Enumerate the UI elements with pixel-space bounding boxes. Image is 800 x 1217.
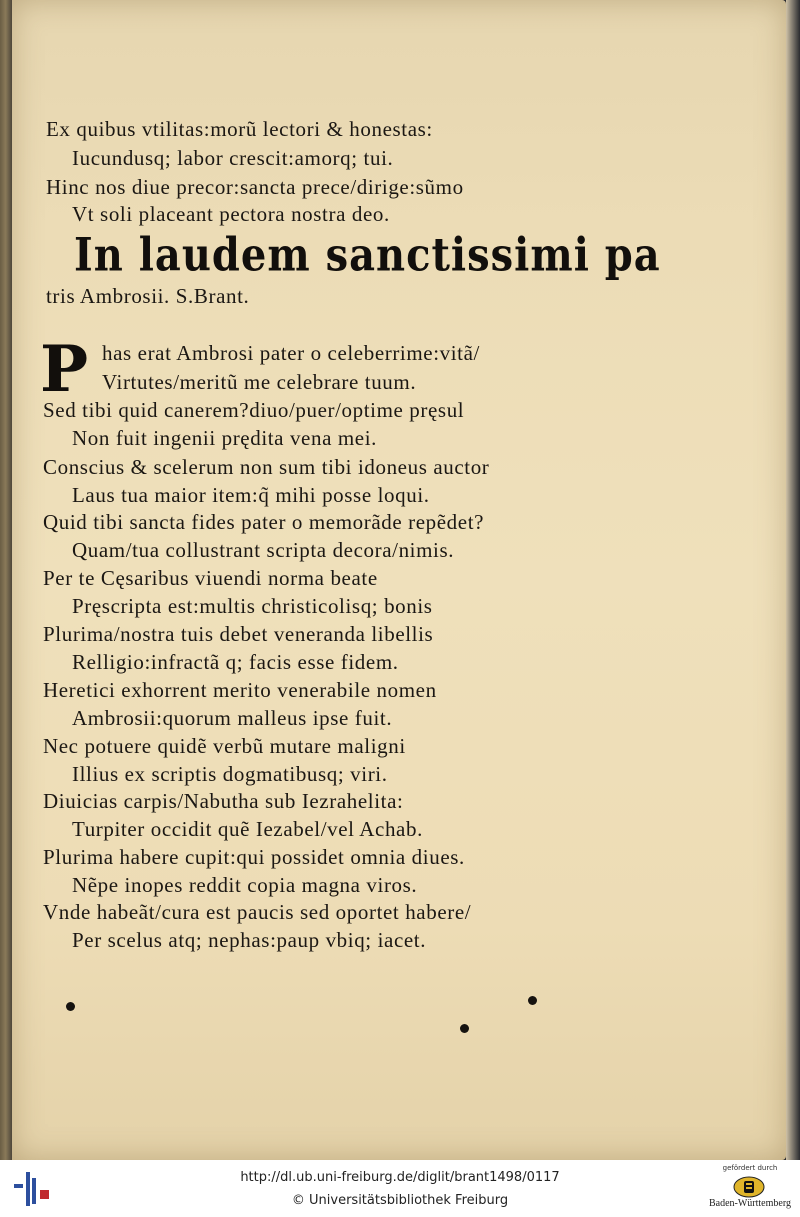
decorated-initial: P (40, 332, 89, 407)
section-heading-continuation: tris Ambrosii. S.Brant. (46, 284, 250, 308)
text-line: Plurima/nostra tuis debet veneranda libellis (43, 622, 434, 646)
ink-dot (528, 996, 537, 1005)
text-line: Ambrosii:quorum malleus ipse fuit. (72, 706, 393, 730)
text-line: Sed tibi quid canerem?diuo/puer/optime pręsul (43, 398, 465, 422)
text-line: Vt soli placeant pectora nostra deo. (72, 202, 390, 226)
page-edge (786, 0, 800, 1160)
text-line: Nẽpe inopes reddit copia magna viros. (72, 873, 418, 897)
text-line: Virtutes/meritũ me celebrare tuum. (102, 370, 417, 394)
text-line: Illius ex scriptis dogmatibusq; viri. (72, 762, 388, 786)
text-line: Diuicias carpis/Nabutha sub Iezrahelita: (43, 789, 404, 813)
baden-wuerttemberg-crest-icon (732, 1175, 766, 1199)
funded-by-label: gefördert durch (722, 1164, 778, 1172)
ink-dot (460, 1024, 469, 1033)
viewer-footer (0, 1160, 800, 1217)
text-line: Pręscripta est:multis christicolisq; bonis (72, 594, 433, 618)
text-line: Per scelus atq; nephas:paup vbiq; iacet. (72, 928, 427, 952)
text-line: Relligio:infractã q; facis esse fidem. (72, 650, 399, 674)
text-line: Laus tua maior item:q̃ mihi posse loqui. (72, 483, 430, 507)
section-heading: In laudem sanctissimi pa (74, 228, 661, 283)
text-line: Ex quibus vtilitas:morũ lectori & honestas: (46, 117, 433, 141)
text-line: Hinc nos diue precor:sancta prece/dirige:sũmo (46, 175, 464, 199)
text-line: Quam/tua collustrant scripta decora/nimis. (72, 538, 455, 562)
text-line: Plurima habere cupit:qui possidet omnia diues. (43, 845, 465, 869)
funder-name: Baden-Württemberg (708, 1198, 791, 1209)
text-line: Iucundusq; labor crescit:amorq; tui. (72, 146, 394, 170)
text-line: Vnde habeãt/cura est paucis sed oportet habere/ (43, 900, 472, 924)
text-line: Per te Cęsaribus viuendi norma beate (43, 566, 378, 590)
text-line: Non fuit ingenii prędita vena mei. (72, 426, 377, 450)
funder-block[interactable] (702, 1164, 798, 1216)
permalink-url[interactable]: http://dl.ub.uni-freiburg.de/diglit/brant1498/0117 (240, 1170, 560, 1185)
text-line: Heretici exhorrent merito venerabile nomen (43, 678, 437, 702)
text-line: Conscius & scelerum non sum tibi idoneus auctor (43, 455, 490, 479)
text-line: Nec potuere quidẽ verbũ mutare maligni (43, 734, 406, 758)
ink-dot (66, 1002, 75, 1011)
copyright-notice: © Universitätsbibliothek Freiburg (291, 1193, 509, 1208)
text-line: Quid tibi sancta fides pater o memorãde repẽdet? (43, 510, 485, 534)
text-line: Turpiter occidit quẽ Iezabel/vel Achab. (72, 817, 423, 841)
text-line: has erat Ambrosi pater o celeberrime:vitã/ (102, 341, 480, 365)
